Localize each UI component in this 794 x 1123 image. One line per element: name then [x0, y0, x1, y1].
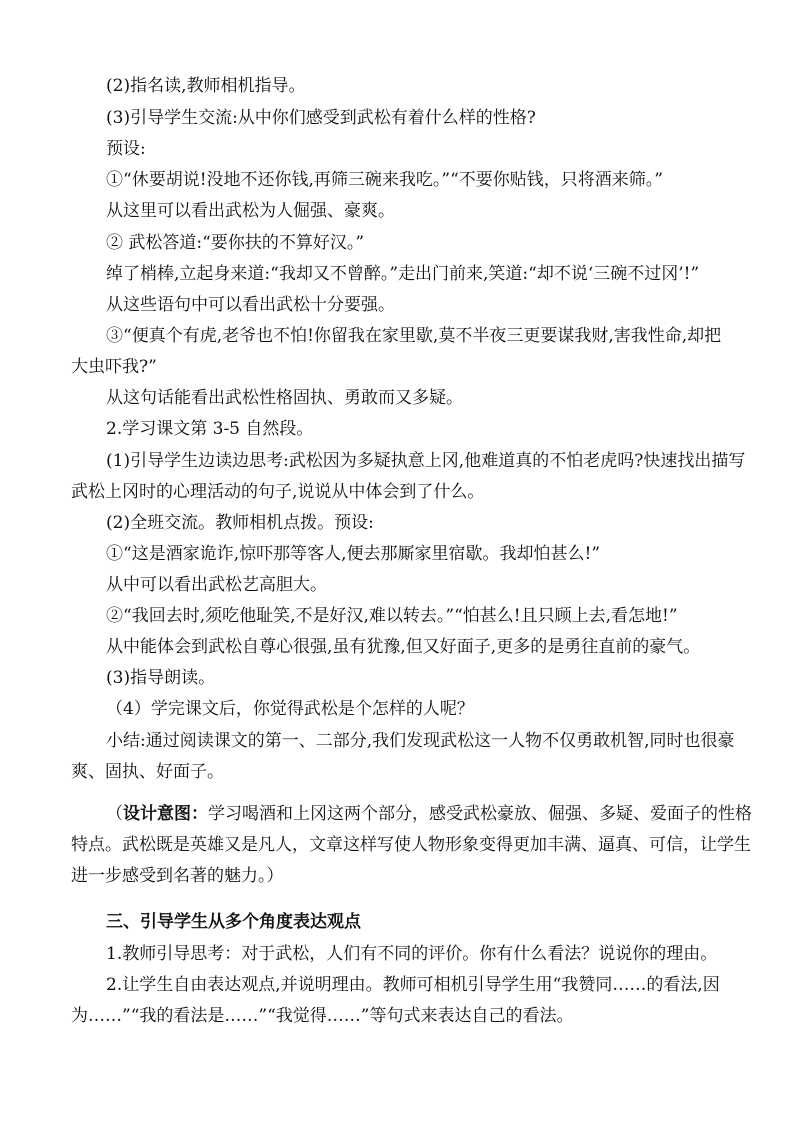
text-line: (3)指导朗读。	[106, 668, 216, 688]
text-line: 爽、固执、好面子。	[71, 762, 224, 782]
text-line: (2)指名读,教师相机指导。	[106, 76, 306, 96]
text-line: ② 武松答道:“要你扶的不算好汉。”	[106, 233, 365, 253]
design-intent-first-line: （设计意图：学习喝酒和上冈这两个部分，感受武松豪放、倔强、多疑、爱面子的性格	[106, 804, 752, 824]
text-line: 2.学习课文第 3-5 自然段。	[106, 419, 314, 439]
section-heading: 三、引导学生从多个角度表达观点	[106, 912, 361, 932]
text-line: ③“便真个有虎,老爷也不怕!你留我在家里歇,莫不半夜三更要谋我财,害我性命,却把	[106, 326, 722, 346]
text-line: 从这些语句中可以看出武松十分要强。	[106, 295, 395, 315]
text-line: (1)引导学生边读边思考:武松因为多疑执意上冈,他难道真的不怕老虎吗?快速找出描写	[106, 451, 746, 471]
text-line: ①“这是酒家诡诈,惊吓那等客人,便去那厮家里宿歇。我却怕甚么!”	[106, 544, 601, 564]
text-line: 1.教师引导思考：对于武松，人们有不同的评价。你有什么看法？说说你的理由。	[106, 944, 718, 964]
text-line: 进一步感受到名著的魅力。）	[71, 866, 284, 886]
text-line: 小结:通过阅读课文的第一、二部分,我们发现武松这一人物不仅勇敢机智,同时也很豪	[106, 731, 735, 751]
text-line: （4）学完课文后，你觉得武松是个怎样的人呢？	[106, 699, 474, 719]
text-line: 2.让学生自由表达观点,并说明理由。教师可相机引导学生用“我赞同……的看法,因	[106, 975, 720, 995]
text-line: 绰了梢棒,立起身来道:“我却又不曾醉。”走出门前来,笑道:“却不说‘三碗不过冈’!”	[106, 264, 700, 284]
text-line: 武松上冈时的心理活动的句子,说说从中体会到了什么。	[71, 482, 485, 502]
text-line: 大虫吓我?”	[71, 357, 157, 377]
text-line: 从这句话能看出武松性格固执、勇敢而又多疑。	[106, 388, 463, 408]
text-line: 为……”“我的看法是……”“我觉得……”等句式来表达自己的看法。	[71, 1006, 574, 1026]
text-line: 预设:	[106, 139, 146, 159]
text-line: 从这里可以看出武松为人倔强、豪爽。	[106, 201, 395, 221]
text-line: (3)引导学生交流:从中你们感受到武松有着什么样的性格?	[106, 108, 536, 128]
design-intent-text: 学习喝酒和上冈这两个部分，感受武松豪放、倔强、多疑、爱面子的性格	[208, 804, 752, 824]
text-line: ②“我回去时,须吃他耻笑,不是好汉,难以转去。”“怕甚么!且只顾上去,看怎地!”	[106, 606, 678, 626]
text-line: 从中能体会到武松自尊心很强,虽有犹豫,但又好面子,更多的是勇往直前的豪气。	[106, 637, 701, 657]
text-line: (2)全班交流。教师相机点拨。预设:	[106, 513, 374, 533]
design-intent-label: 设计意图：	[123, 804, 208, 824]
text-line: ①“休要胡说!没地不还你钱,再筛三碗来我吃。”“不要你贴钱，只将酒来筛。”	[106, 170, 663, 190]
text-line: 特点。武松既是英雄又是凡人，文章这样写使人物形象变得更加丰满、逼真、可信，让学生	[71, 835, 751, 855]
text-line: 从中可以看出武松艺高胆大。	[106, 575, 327, 595]
